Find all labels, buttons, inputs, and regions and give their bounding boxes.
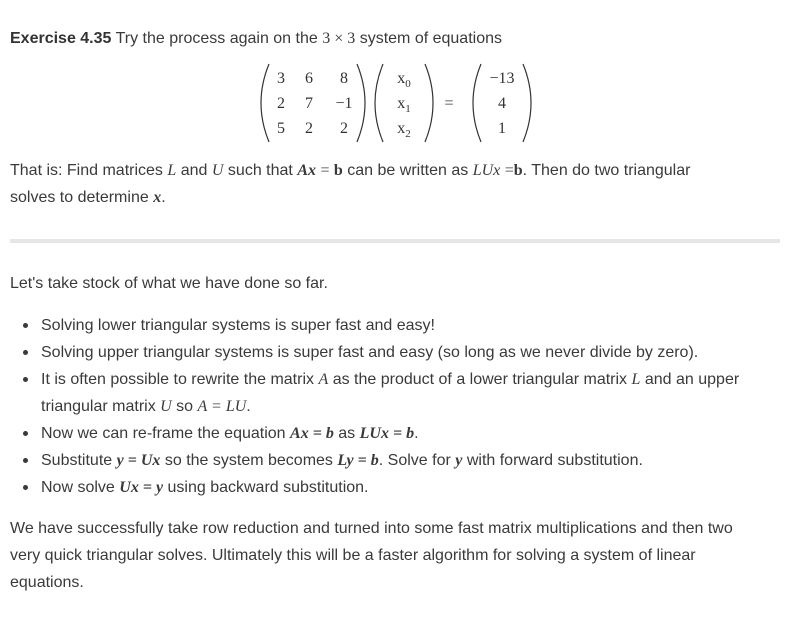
vector-x-sub: 1 <box>405 103 411 115</box>
text: It is often possible to rewrite the matrix <box>41 371 314 388</box>
summary-intro: Let's take stock of what we have done so far. <box>10 275 328 292</box>
vector-x-entry <box>397 70 411 90</box>
text: equations. <box>10 574 84 591</box>
list-item <box>10 474 739 501</box>
vector-x-var: x <box>397 120 406 137</box>
math-Ux-equals-y: Ux = y <box>119 479 164 496</box>
summary-list <box>10 312 739 501</box>
exercise-text-after: system of equations <box>359 30 502 47</box>
text: . <box>246 398 251 415</box>
matrix-a-entry: 6 <box>305 70 313 87</box>
vector-x-left-paren <box>375 64 383 142</box>
text: as the product of a lower triangular matrix <box>332 371 628 388</box>
list-item <box>10 366 739 420</box>
math-LUx-equals-b: LUx = b <box>359 425 415 442</box>
math-A: A <box>318 371 329 388</box>
vector-b-left-paren <box>473 64 481 142</box>
text: such that <box>227 162 293 179</box>
text: We have successfully take row reduction and turned into some fast matrix multiplications and then two <box>10 520 733 537</box>
vector-b-entry: 4 <box>498 95 506 112</box>
text: and an upper <box>644 371 740 388</box>
list-item <box>10 312 739 339</box>
matrix-a-entry: 2 <box>305 120 313 137</box>
math-L: L <box>167 162 177 179</box>
text: . Solve for <box>378 452 451 469</box>
matrix-equation <box>255 62 545 144</box>
vector-x-sub: 2 <box>405 128 411 140</box>
math-b: b <box>513 162 523 179</box>
math-equals: = <box>320 162 330 179</box>
math-x: x <box>153 189 162 206</box>
list-item <box>10 447 739 474</box>
matrix-a-entry: 8 <box>340 70 348 87</box>
text: as <box>338 425 356 442</box>
vector-x-entry <box>397 95 411 115</box>
math-Ax: Ax <box>297 162 316 179</box>
math-y-equals-Ux: y = Ux <box>116 452 161 469</box>
task-description-line-2 <box>10 184 166 211</box>
vector-x-var: x <box>397 95 406 112</box>
task-description-line-1 <box>10 157 690 184</box>
vector-b-entry: −13 <box>489 70 515 87</box>
list-item <box>10 420 739 447</box>
matrix-dimensions: 3 × 3 <box>322 30 356 47</box>
text: using backward substitution. <box>167 479 369 496</box>
matrix-a-left-paren <box>261 64 269 142</box>
text: very quick triangular solves. Ultimately this will be a faster algorithm for solving a system of linear <box>10 547 696 564</box>
vector-x-right-paren <box>425 64 433 142</box>
text: . <box>414 425 419 442</box>
matrix-a-entry: 2 <box>277 95 285 112</box>
vector-b-right-paren <box>523 64 531 142</box>
matrix-a-entry: 7 <box>305 95 313 112</box>
vector-x-entry <box>397 120 411 140</box>
matrix-a-entry: −1 <box>335 95 353 112</box>
exercise-label: Exercise 4.35 <box>10 30 112 47</box>
text: Substitute <box>41 452 113 469</box>
math-U: U <box>211 162 224 179</box>
math-A-equals-LU: A = LU <box>197 398 247 415</box>
math-b: b <box>333 162 343 179</box>
math-Ax-equals-b: Ax = b <box>290 425 334 442</box>
vector-b-entry: 1 <box>498 120 506 137</box>
text: Now solve <box>41 479 115 496</box>
math-U: U <box>160 398 172 415</box>
section-divider <box>10 239 780 243</box>
equals-sign: = <box>444 95 454 112</box>
math-y: y <box>455 452 463 469</box>
list-item <box>10 339 739 366</box>
math-L: L <box>631 371 641 388</box>
vector-x-var: x <box>397 70 406 87</box>
math-Ly-equals-b: Ly = b <box>337 452 379 469</box>
list-item-text: Solving upper triangular systems is super fast and easy (so long as we never divide by zero). <box>41 344 699 361</box>
matrix-a-entry: 5 <box>277 120 285 137</box>
matrix-a-right-paren <box>357 64 365 142</box>
text: That is: Find matrices <box>10 162 163 179</box>
text: with forward substitution. <box>466 452 643 469</box>
list-item-text: Solving lower triangular systems is super fast and easy! <box>41 317 435 334</box>
exercise-text-before: Try the process again on the <box>115 30 318 47</box>
text: Now we can re-frame the equation <box>41 425 286 442</box>
math-LUx: LUx <box>472 162 501 179</box>
exercise-statement <box>10 25 502 52</box>
text: can be written as <box>347 162 469 179</box>
matrix-a-entry: 3 <box>277 70 285 87</box>
text: . Then do two triangular <box>522 162 691 179</box>
text: solves to determine <box>10 189 149 206</box>
matrix-a-entry: 2 <box>340 120 348 137</box>
text: so the system becomes <box>164 452 333 469</box>
math-equals: = <box>504 162 514 179</box>
text: so <box>176 398 194 415</box>
text: . <box>161 189 166 206</box>
text: triangular matrix <box>41 398 156 415</box>
vector-x-sub: 0 <box>405 78 411 90</box>
conclusion-paragraph <box>10 515 733 596</box>
text: and <box>180 162 208 179</box>
